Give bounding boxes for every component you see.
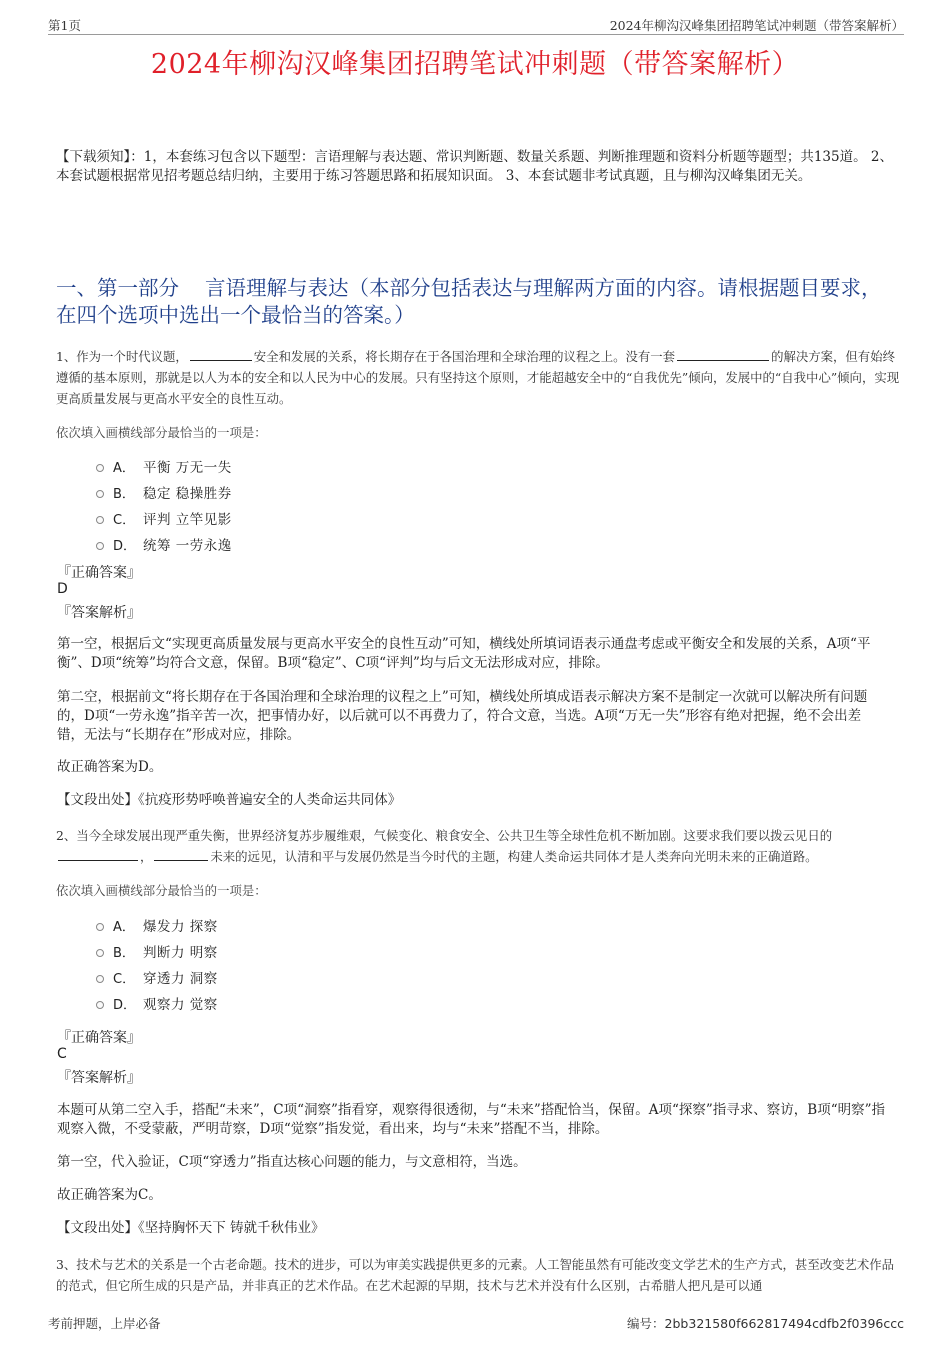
radio-icon[interactable] <box>96 923 104 931</box>
option-d[interactable]: D． 观察力 觉察 <box>96 990 218 1016</box>
question-1-options <box>96 453 232 557</box>
option-b[interactable]: B． 判断力 明察 <box>96 938 218 964</box>
radio-icon[interactable] <box>96 975 104 983</box>
footer-code: 编号：2bb321580f662817494cdfb2f0396ccc <box>627 1316 904 1331</box>
header-doc-title: 2024年柳沟汉峰集团招聘笔试冲刺题（带答案解析） <box>609 18 904 33</box>
analysis-paragraph: 第一空，根据后文“实现更高质量发展与更高水平安全的良性互动”可知，横线处所填词语表示通盘考虑或平衡安全和发展的关系，A项“平衡”、D项“统筹”均符合文意，保留。B项“稳定”、C项“评判”均与后文无法形成对应，排除。 <box>57 636 871 671</box>
page-header <box>48 14 904 35</box>
correct-answer-label: 『正确答案』 <box>57 565 141 581</box>
option-c[interactable]: C． 穿透力 洞察 <box>96 964 218 990</box>
radio-icon[interactable] <box>96 516 104 524</box>
radio-icon[interactable] <box>96 1001 104 1009</box>
answer-blank <box>58 848 138 861</box>
section-part: 一、第一部分 <box>56 276 179 300</box>
correct-answer-value: C <box>57 1046 67 1062</box>
analysis-paragraph: 第一空，代入验证，C项“穿透力”指直达核心问题的能力，与文意相符，当选。 <box>57 1154 527 1170</box>
radio-icon[interactable] <box>96 949 104 957</box>
radio-icon[interactable] <box>96 542 104 550</box>
question-3-stem: 3、技术与艺术的关系是一个古老命题。技术的进步，可以为审美实践提供更多的元素。人工智能虽然有可能改变文学艺术的生产方式，甚至改变艺术作品的范式，但它所生成的只是产品，并非真正的艺术作品。在艺术起源的早期，技术与艺术并没有什么区别，古希腊人把凡是可以通 <box>56 1257 895 1293</box>
answer-blank <box>190 348 252 361</box>
option-a[interactable]: A． 平衡 万无一失 <box>96 453 232 479</box>
question-1-prompt: 依次填入画横线部分最恰当的一项是： <box>56 425 267 440</box>
section-heading <box>56 275 896 329</box>
analysis-conclusion: 故正确答案为C。 <box>57 1187 162 1203</box>
analysis-paragraph: 第二空，根据前文“将长期存在于各国治理和全球治理的议程之上”可知，横线处所填成语表示解决方案不是制定一次就可以解决所有问题的，D项“一劳永逸”指辛苦一次，把事情办好，以后就可以不再费力了，符合文意，当选。A项“万无一失”形容有绝对把握，绝不会出差错，无法与“长期存在”形成对应，排除。 <box>57 689 868 743</box>
option-c[interactable]: C． 评判 立竿见影 <box>96 505 232 531</box>
document-code: 2bb321580f662817494cdfb2f0396ccc <box>664 1316 904 1331</box>
question-2-stem: 2、当今全球发展出现严重失衡，世界经济复苏步履维艰，气候变化、粮食安全、公共卫生等全球性危机不断加剧。这要求我们要以拨云见日的， 未来的远见，认清和平与发展仍然是当今时代的主题，构建人类命运共同体才是人类奔向光明未来的正确道路。 <box>56 828 833 864</box>
source-citation: 【文段出处】《坚持胸怀天下 铸就千秋伟业》 <box>57 1220 325 1236</box>
question-2-prompt: 依次填入画横线部分最恰当的一项是： <box>56 883 267 898</box>
correct-answer-value: D <box>57 581 68 597</box>
footer-slogan: 考前押题，上岸必备 <box>48 1316 161 1331</box>
radio-icon[interactable] <box>96 464 104 472</box>
option-b[interactable]: B． 稳定 稳操胜券 <box>96 479 232 505</box>
question-2-options <box>96 912 218 1016</box>
answer-blank <box>677 348 769 361</box>
question-1-stem: 1、作为一个时代议题， 安全和发展的关系，将长期存在于各国治理和全球治理的议程之上。没有一套 的解决方案，但有始终遵循的基本原则，那就是以人为本的安全和以人民为中心的发展。只有坚持这个原则，才能超越安全中的“自我优先”倾向，发展中的“自我中心”倾向，实现更高质量发展与更高水平安全的良性互动。 <box>56 349 900 406</box>
analysis-label: 『答案解析』 <box>57 1070 141 1086</box>
section-title: 言语理解与表达（本部分包括表达与理解两方面的内容。请根据题目要求，在四个选项中选出一个最恰当的答案。） <box>56 276 882 327</box>
analysis-paragraph: 本题可从第二空入手，搭配“未来”，C项“洞察”指看穿，观察得很透彻，与“未来”搭配恰当，保留。A项“探察”指寻求、察访，B项“明察”指观察入微，不受蒙蔽，严明苛察，D项“觉察”指发觉，看出来，均与“未来”搭配不当，排除。 <box>57 1102 886 1137</box>
correct-answer-label: 『正确答案』 <box>57 1030 141 1046</box>
download-notice: 【下载须知】：1，本套练习包含以下题型：言语理解与表达题、常识判断题、数量关系题、判断推理题和资料分析题等题型；共135道。 2、本套试题根据常见招考题总结归纳，主要用于练习答题思路和拓展知识面。 3、本套试题非考试真题，且与柳沟汉峰集团无关。 <box>56 149 893 184</box>
option-a[interactable]: A． 爆发力 探察 <box>96 912 218 938</box>
radio-icon[interactable] <box>96 490 104 498</box>
analysis-conclusion: 故正确答案为D。 <box>57 759 163 775</box>
document-title: 2024年柳沟汉峰集团招聘笔试冲刺题（带答案解析） <box>150 49 800 80</box>
page-number: 第1页 <box>48 18 81 33</box>
source-citation: 【文段出处】《抗疫形势呼唤普遍安全的人类命运共同体》 <box>57 792 402 808</box>
answer-blank <box>154 848 208 861</box>
analysis-label: 『答案解析』 <box>57 605 141 621</box>
option-d[interactable]: D． 统筹 一劳永逸 <box>96 531 232 557</box>
